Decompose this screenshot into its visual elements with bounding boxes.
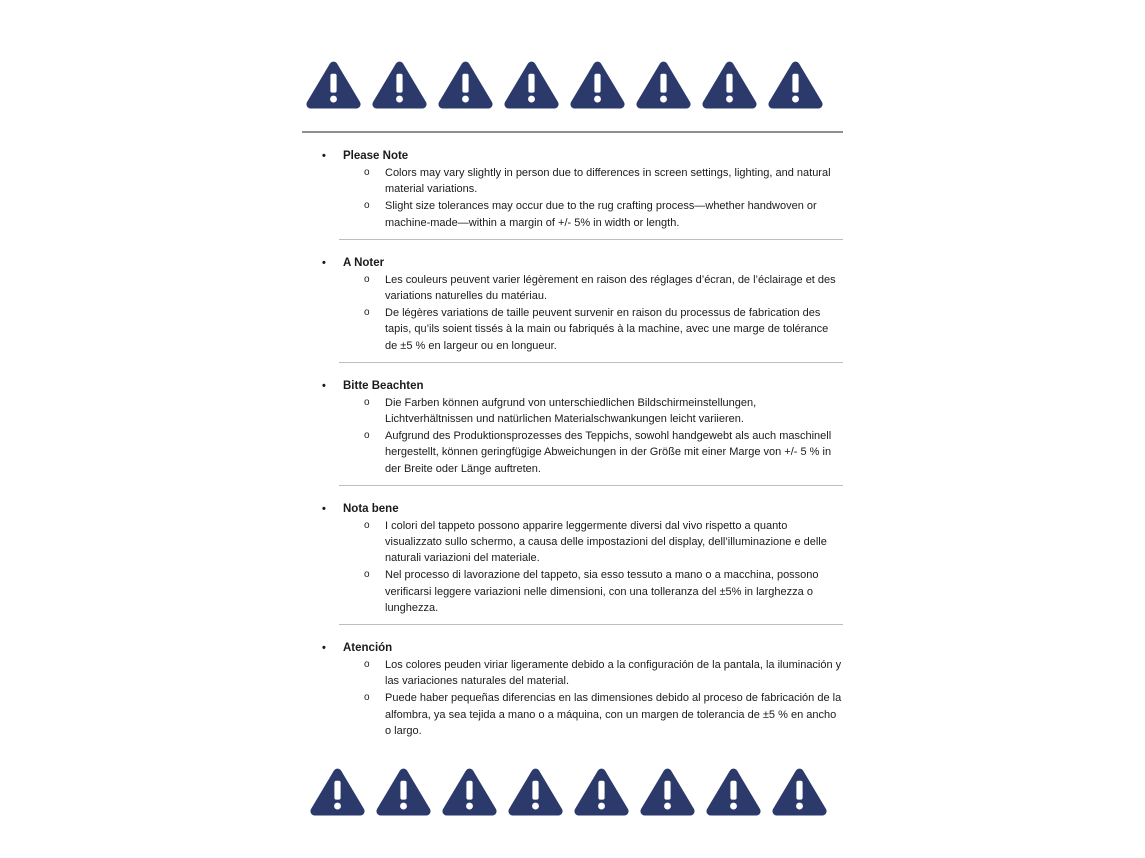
warning-icon bbox=[504, 58, 559, 110]
section-heading-row bbox=[302, 640, 843, 656]
section-heading-row bbox=[302, 378, 843, 394]
note-text: Los colores peuden viriar ligeramente debido a la configuración de la pantala, la iluminación y las variaciones naturales del material. bbox=[385, 659, 842, 688]
note-text: Aufgrund des Produktionsprozesses des Teppichs, sowohl handgewebt als auch maschinell hergestellt, können geringfügige Abweichungen in der Größe mit einer Marge von +/- 5 % in der Breite oder Länge auftreten. bbox=[385, 430, 832, 475]
note-text: Nel processo di lavorazione del tappeto, sia esso tessuto a mano o a macchina, possono verificarsi leggere variazioni nelle dimensioni, con una tolleranza del ±5% in larghezza o lunghezza. bbox=[385, 569, 819, 614]
note-section bbox=[302, 133, 843, 240]
section-items bbox=[302, 657, 843, 739]
sub-bullet-icon: o bbox=[364, 659, 370, 671]
sub-bullet-icon: o bbox=[364, 396, 370, 408]
sub-bullet-icon: o bbox=[364, 273, 370, 285]
section-heading: Bitte Beachten bbox=[343, 379, 424, 392]
note-item bbox=[364, 198, 843, 230]
note-item bbox=[364, 518, 843, 567]
bullet-icon: • bbox=[322, 256, 326, 269]
section-items bbox=[302, 272, 843, 354]
sub-bullet-icon: o bbox=[364, 430, 370, 442]
sub-bullet-icon: o bbox=[364, 569, 370, 581]
document-page bbox=[302, 0, 843, 817]
warning-icon bbox=[376, 765, 431, 817]
section-items bbox=[302, 165, 843, 231]
note-section bbox=[302, 240, 843, 363]
warning-icon bbox=[442, 765, 497, 817]
warning-icon bbox=[702, 58, 757, 110]
warning-icon bbox=[574, 765, 629, 817]
section-heading: Please Note bbox=[343, 150, 409, 162]
sub-bullet-icon: o bbox=[364, 519, 370, 531]
warning-icon bbox=[310, 765, 365, 817]
warning-icon bbox=[372, 58, 427, 110]
note-item bbox=[364, 272, 843, 304]
note-section bbox=[302, 486, 843, 625]
warning-icon bbox=[306, 58, 361, 110]
note-item bbox=[364, 567, 843, 616]
bullet-icon: • bbox=[322, 150, 326, 162]
section-heading: Nota bene bbox=[343, 502, 399, 515]
warning-icon bbox=[640, 765, 695, 817]
warning-icon bbox=[636, 58, 691, 110]
sub-bullet-icon: o bbox=[364, 200, 370, 212]
note-item bbox=[364, 428, 843, 477]
note-text: Slight size tolerances may occur due to the rug crafting process—whether handwoven or machine-made—within a margin of +/- 5% in width or length. bbox=[385, 200, 817, 229]
note-section bbox=[302, 625, 843, 739]
warning-icon bbox=[768, 58, 823, 110]
note-item bbox=[364, 657, 843, 689]
note-text: Puede haber pequeñas diferencias en las dimensiones debido al proceso de fabricación de la alfombra, ya sea tejida a mano o a máquina, con un margen de tolerancia de ±5 % en ancho o largo. bbox=[385, 692, 842, 737]
note-text: I colori del tappeto possono apparire leggermente diversi dal vivo rispetto a quanto visualizzato sullo schermo, a causa delle impostazioni del display, dell’illuminazione e delle naturali variazioni del materiale. bbox=[385, 519, 827, 565]
note-item bbox=[364, 305, 843, 354]
section-heading: Atención bbox=[343, 642, 393, 655]
note-text: Die Farben können aufgrund von unterschiedlichen Bildschirmeinstellungen, Lichtverhältnissen und natürlichen Materialschwankungen leicht variieren. bbox=[385, 396, 757, 426]
bullet-icon: • bbox=[322, 642, 326, 655]
section-items bbox=[302, 395, 843, 477]
notes-list bbox=[302, 133, 843, 739]
warning-icon bbox=[570, 58, 625, 110]
note-section bbox=[302, 363, 843, 486]
note-text: Les couleurs peuvent varier légèrement en raison des réglages d’écran, de l’éclairage et des variations naturelles du matériau. bbox=[385, 273, 836, 303]
warning-icon bbox=[772, 765, 827, 817]
warning-icon bbox=[508, 765, 563, 817]
bullet-icon: • bbox=[322, 502, 326, 515]
bullet-icon: • bbox=[322, 379, 326, 392]
warning-row-bottom bbox=[302, 765, 843, 817]
note-text: De légères variations de taille peuvent survenir en raison du processus de fabrication des tapis, qu’ils soient tissés à la main ou fabriqués à la machine, avec une marge de tolérance de ±5 % en largeur ou en longueur. bbox=[385, 307, 829, 352]
section-heading-row bbox=[302, 501, 843, 517]
section-items bbox=[302, 518, 843, 616]
sub-bullet-icon: o bbox=[364, 167, 370, 178]
warning-row-top bbox=[302, 58, 843, 110]
sub-bullet-icon: o bbox=[364, 692, 370, 704]
section-heading-row bbox=[302, 255, 843, 271]
warning-icon bbox=[706, 765, 761, 817]
note-item bbox=[364, 395, 843, 427]
section-heading-row bbox=[302, 148, 843, 164]
note-text: Colors may vary slightly in person due to differences in screen settings, lighting, and natural material variations. bbox=[385, 167, 831, 196]
warning-icon bbox=[438, 58, 493, 110]
note-item bbox=[364, 165, 843, 197]
section-heading: A Noter bbox=[343, 256, 385, 269]
note-item bbox=[364, 690, 843, 739]
sub-bullet-icon: o bbox=[364, 307, 370, 319]
